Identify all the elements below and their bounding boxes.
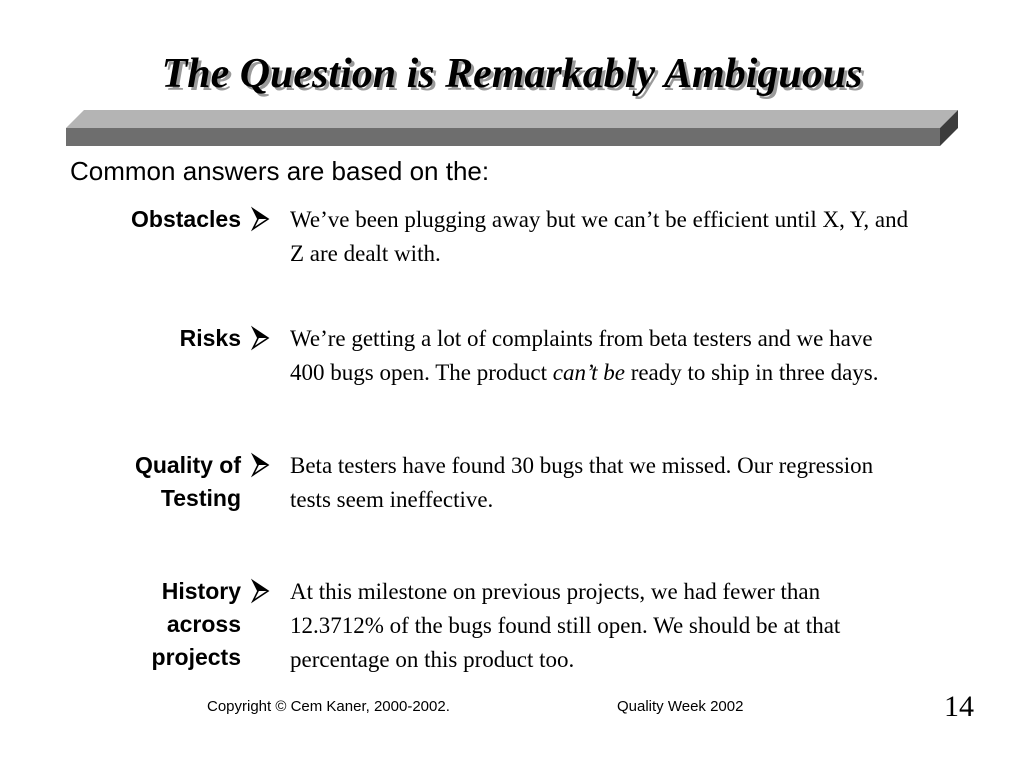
- row-label: [135, 449, 241, 515]
- footer-copyright: Copyright © Cem Kaner, 2000-2002.: [207, 698, 450, 715]
- label-line: Quality of: [134, 452, 241, 478]
- arrow-bullet-icon: [250, 204, 272, 234]
- text-part: We’re getting a lot of complaints from beta testers and we have 400 bugs open. The product: [290, 326, 873, 385]
- row-text: [290, 322, 910, 390]
- row-text: Beta testers have found 30 bugs that we missed. Our regression tests seem ineffective.: [290, 453, 874, 512]
- intro-text: Common answers are based on the:: [70, 156, 490, 186]
- title-divider-bar: [66, 110, 958, 148]
- label-line: Testing: [160, 485, 241, 511]
- row-text: At this milestone on previous projects, we had fewer than 12.3712% of the bugs found still open. We should be at that percentage on this product too.: [290, 579, 841, 672]
- label-line: projects: [151, 644, 241, 670]
- row-label: [131, 203, 241, 236]
- row-label: [180, 322, 241, 355]
- footer-event: Quality Week 2002: [617, 698, 744, 715]
- label-line: History: [161, 578, 241, 604]
- text-part: ready to ship in three days.: [624, 360, 879, 385]
- label-line: Risks: [179, 325, 241, 351]
- label-line: across: [166, 611, 241, 637]
- page-number: 14: [944, 690, 974, 723]
- divider-bar-front-face: [66, 128, 940, 146]
- row-text: We’ve been plugging away but we can’t be efficient until X, Y, and Z are dealt with.: [290, 207, 909, 266]
- arrow-bullet-icon: [250, 576, 272, 606]
- emphasized-text: can’t be: [552, 360, 625, 385]
- row-label: [152, 575, 241, 674]
- arrow-bullet-icon: [250, 323, 272, 353]
- label-line: Obstacles: [131, 206, 241, 232]
- arrow-bullet-icon: [250, 450, 272, 480]
- divider-bar-top-face: [66, 110, 958, 128]
- slide-title: The Question is Remarkably Ambiguous: [161, 51, 863, 97]
